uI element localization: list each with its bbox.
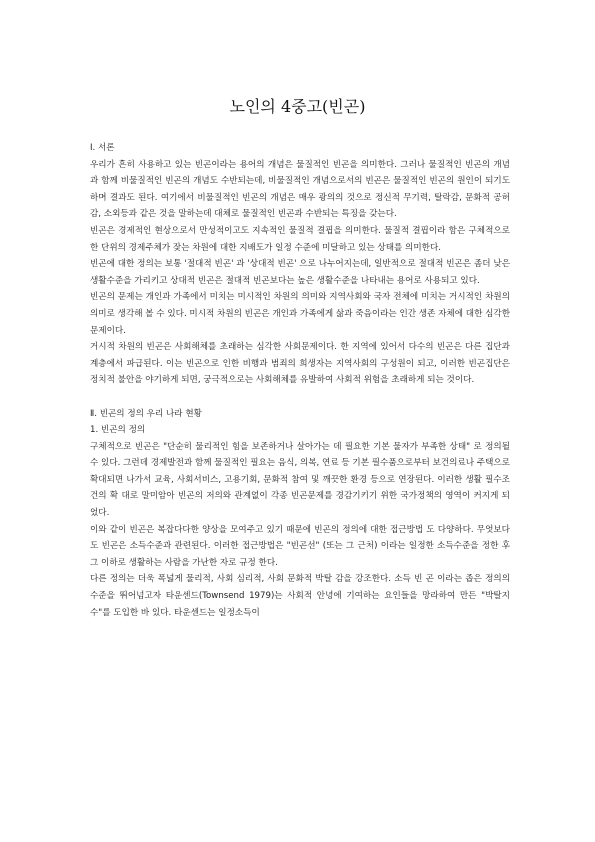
- paragraph: 빈곤에 대한 정의는 보통 '절대적 빈곤' 과 '상대적 빈곤' 으로 나누어지는데, 일반적으로 절대적 빈곤은 좀더 낮은 생활수준을 가리키고 상대적 빈곤은 절대적 빈곤보다는 높은 생활수준을 나타내는 용어로 사용되고 있다.: [90, 259, 510, 286]
- paragraph: 다른 정의는 더욱 폭넓게 물리적, 사회 심리적, 사회 문화적 박탈 감을 강조한다. 소득 빈 곤 이라는 좁은 정의의 수준을 뛰어넘고자 타운센드(Townsend 1979)는 사회적 안녕에 기여하는 요인들을 망라하여 만든 "박탈지수"를 도입한 바 있다. 타운센드는 일정소득이: [90, 574, 510, 618]
- paragraph: 거시적 차원의 빈곤은 사회해체를 초래하는 심각한 사회문제이다. 한 지역에 있어서 다수의 빈곤은 다른 집단과 계층에서 파급된다. 이는 빈곤으로 인한 비행과 범죄의 희생자는 지역사회의 구성원이 되고, 이러한 빈곤집단은 정치적 불안을 야기하게 되면, 궁극적으로는 사회해체를 유발하여 사회적 위험을 초래하게 되는 것이다.: [90, 342, 510, 386]
- document-title: 노인의 4중고(빈곤): [229, 97, 366, 116]
- paragraph: 우리가 흔히 사용하고 있는 빈곤이라는 용어의 개념은 물질적인 빈곤을 의미한다. 그러나 물질적인 빈곤의 개념과 함께 비물질적인 빈곤의 개념도 수반되는데, 비물질적인 개념으로서의 빈곤은 물질적인 빈곤의 원인이 되기도 하며 결과도 된다. 여기에서 비물질적인 빈곤의 개념은 매우 광의의 것으로 정신적 무기력, 탈락감, 문화적 공허감, 소외등과 같은 것을 말하는데 대체로 물질적인 빈곤과 수반되는 특징을 갖는다.: [90, 159, 510, 220]
- section-heading-intro: Ⅰ. 서론: [90, 143, 115, 153]
- paragraph: 빈곤의 문제는 개인과 가족에서 미치는 미시적인 차원의 의미와 지역사회와 국자 전체에 미치는 거시적인 차원의 의미로 생각해 볼 수 있다. 미시적 차원의 빈곤은 개인과 가족에게 삶과 죽음이라는 인간 생존 자체에 대한 심각한 문제이다.: [90, 292, 511, 336]
- subsection-heading: 1. 빈곤의 정의: [90, 425, 146, 436]
- paragraph: 이와 같이 빈곤은 복잡다다한 양상을 모여주고 있기 때문에 빈곤의 정의에 대한 접근방법 도 다양하다. 무엇보다도 빈곤은 소득수준과 관련된다. 이러한 접근방법은 "빈곤선" (또는 그 근처) 이라는 일정한 소득수준을 정한 후 그 이하로 생활하는 사람을 가난한 자로 규정 한다.: [90, 524, 510, 568]
- paragraph: 구체적으로 빈곤은 "단순히 물리적인 힘을 보존하거나 살아가는 데 필요한 기본 물자가 부족한 상태" 로 정의될 수 있다. 그런데 경제발전과 함께 물질적인 필요는 음식, 의복, 연료 등 기본 필수품으로부터 보건의료나 주택으로 확대되면 나가서 교육, 사회서비스, 고용기회, 문화적 참여 및 깨끗한 환경 등으로 연장된다. 이러한 생활 필수조건의 확 대로 말미암아 빈곤의 저의와 관계없이 각종 빈곤문제를 경감기키기 위한 국가정책의 영역이 커지게 되었다.: [90, 441, 511, 519]
- paragraph: 빈곤은 경제적인 현상으로서 만성적이고도 지속적인 물질적 결핍을 의미한다. 물질적 결핍이라 함은 구체적으로 한 단위의 경제주체가 잦는 차원에 대한 지배도가 일정 수준에 미달하고 있는 상태를 의미한다.: [90, 225, 510, 253]
- section-heading-definition: Ⅱ. 빈곤의 정의 우리 나라 현황: [90, 408, 202, 419]
- document-body: [90, 140, 510, 621]
- section-spacer: [90, 389, 510, 406]
